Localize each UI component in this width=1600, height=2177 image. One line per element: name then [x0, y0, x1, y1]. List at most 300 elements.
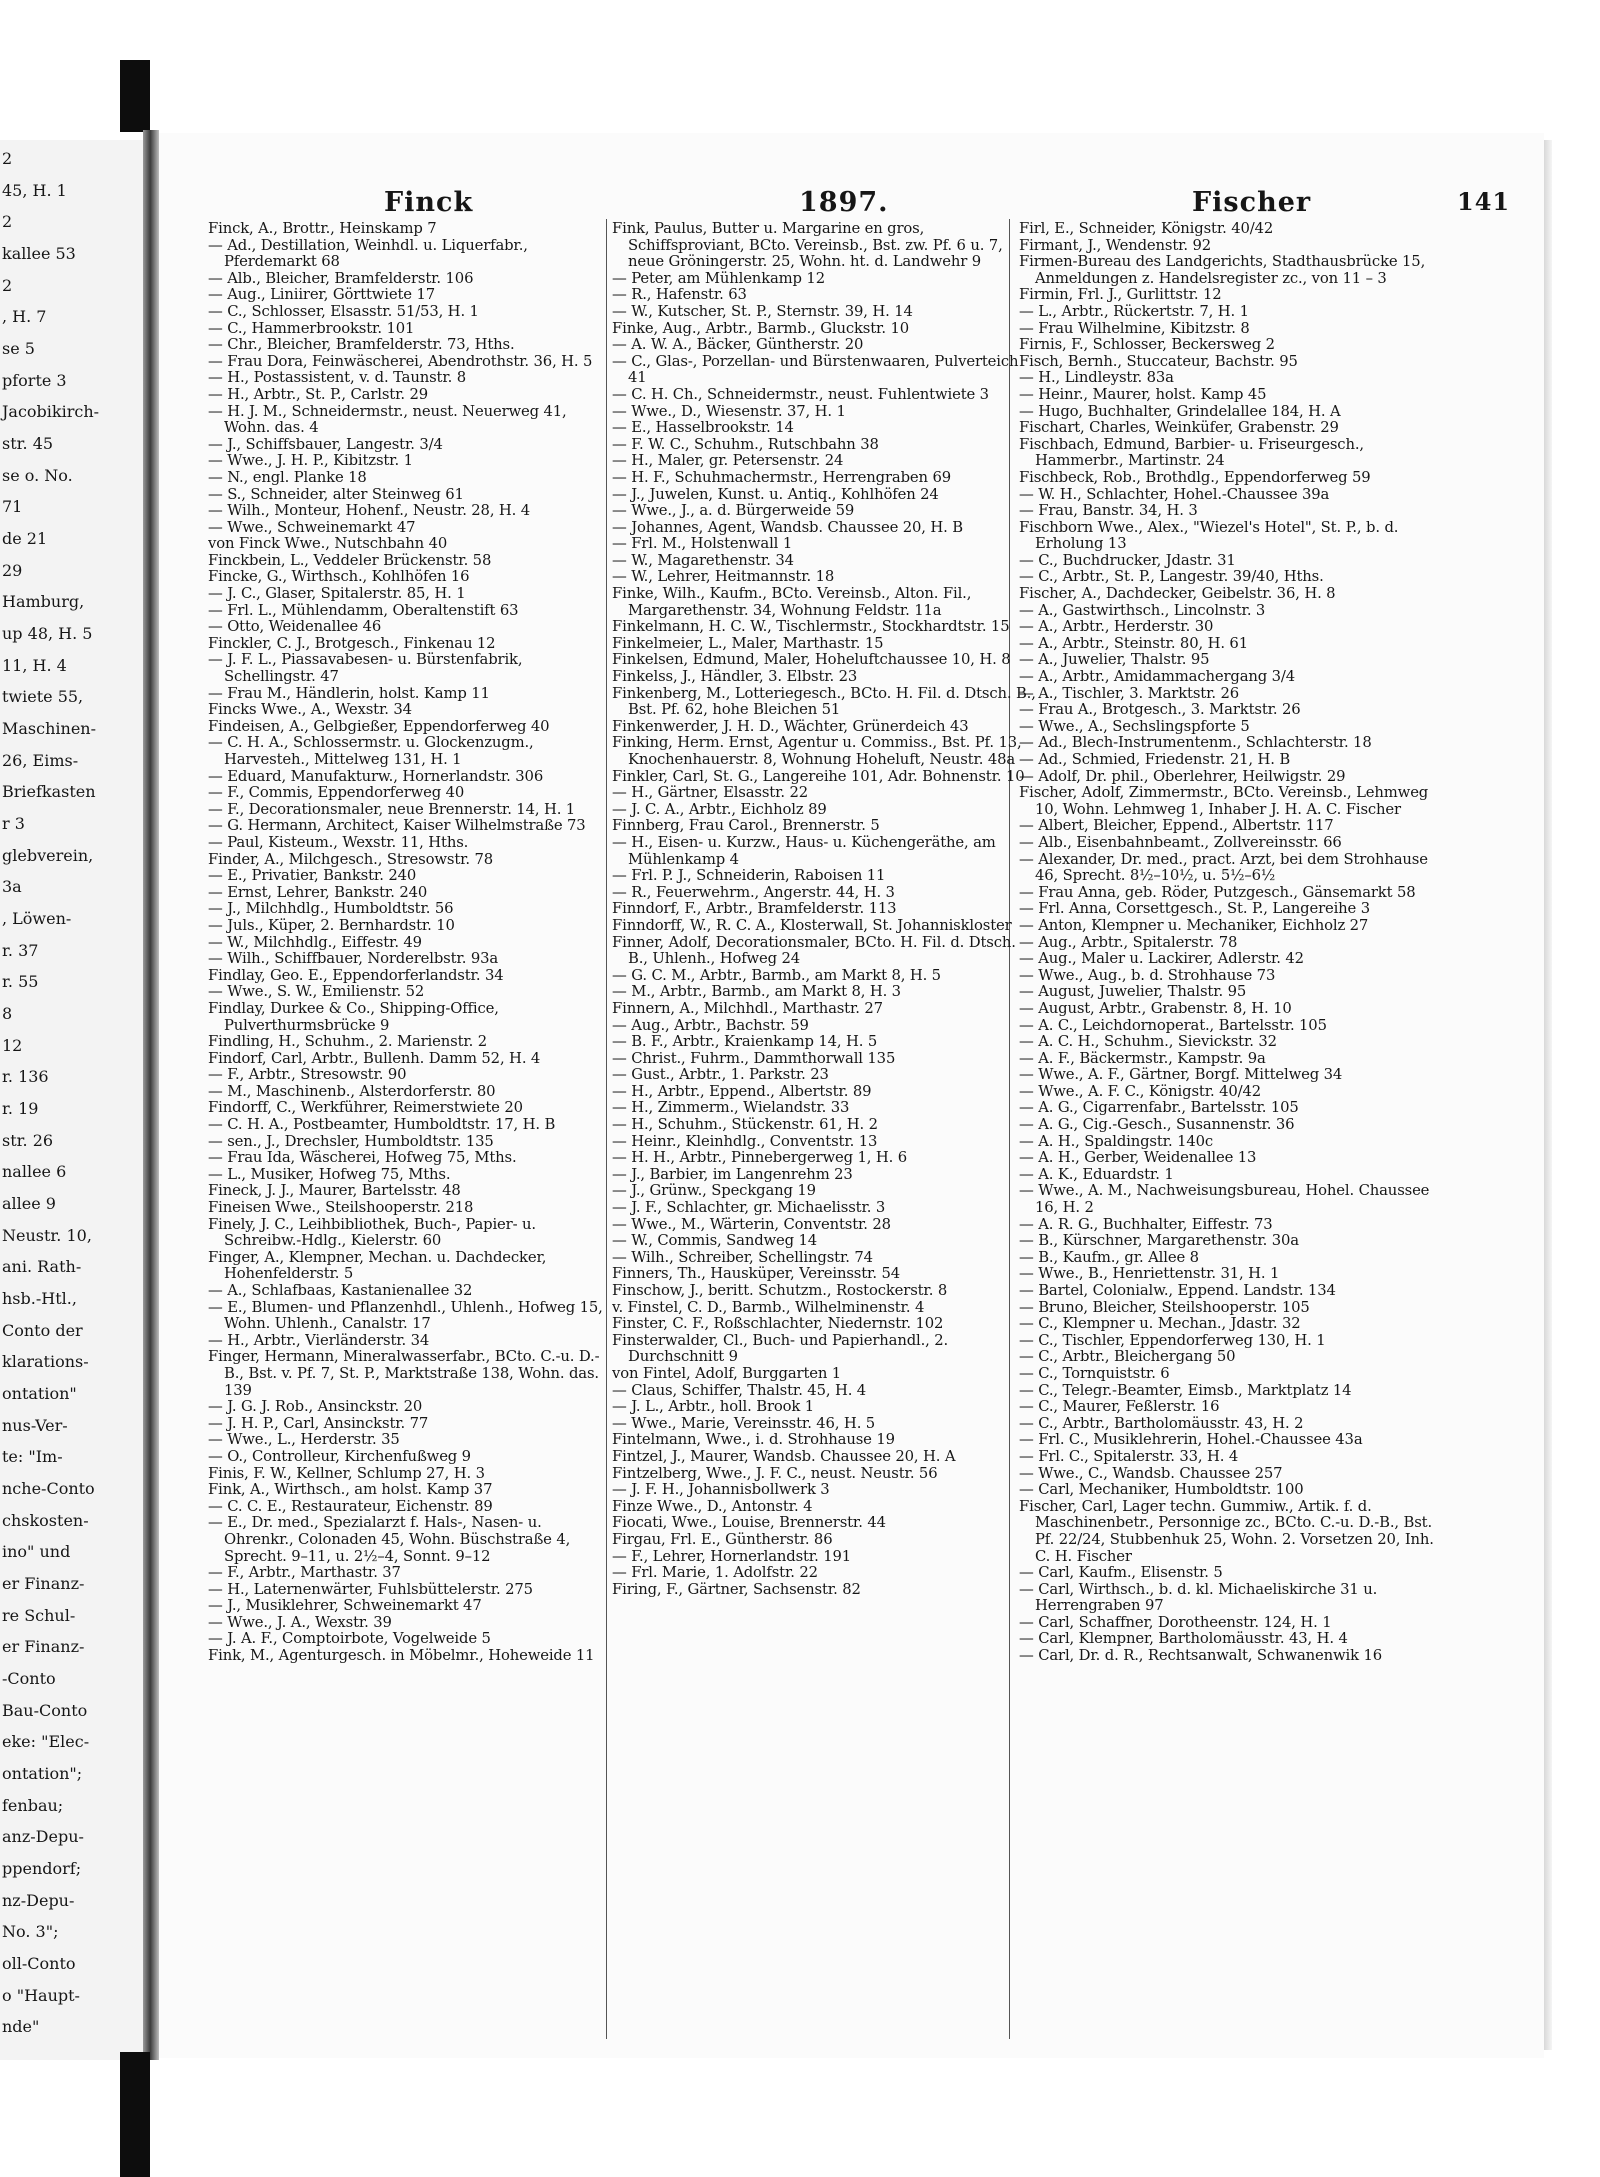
directory-entry: — C., Buchdrucker, Jdastr. 31 [1019, 551, 1236, 569]
directory-entry: — Wwe., S. W., Emilienstr. 52 [208, 983, 425, 1001]
directory-entry: — F., Lehrer, Hornerlandstr. 191 [612, 1547, 852, 1565]
directory-entry: Firmin, Frl. J., Gurlittstr. 12 [1019, 286, 1222, 304]
directory-entry: — Wwe., C., Wandsb. Chaussee 257 [1019, 1464, 1283, 1482]
directory-entry: — Wilh., Monteur, Hohenf., Neustr. 28, H. 4 [208, 502, 531, 520]
left-page-fragment: 29 [2, 561, 23, 580]
directory-entry: — A. C., Leichdornoperat., Bartelsstr. 105 [1019, 1016, 1327, 1034]
directory-entry: — Hugo, Buchhalter, Grindelallee 184, H. A [1019, 402, 1341, 420]
directory-entry: — Bartel, Colonialw., Eppend. Landstr. 134 [1019, 1282, 1336, 1299]
directory-entry: — Frau A., Brotgesch., 3. Marktstr. 26 [1019, 701, 1301, 719]
directory-entry: Firmant, J., Wendenstr. 92 [1019, 236, 1212, 254]
directory-entry: — Alb., Eisenbahnbeamt., Zollvereinsstr. 66 [1019, 833, 1342, 851]
directory-entry: — H., Postassistent, v. d. Taunstr. 8 [208, 369, 466, 387]
left-page-fragment: Maschinen- [2, 719, 96, 738]
directory-entry: — Frl. M., Holstenwall 1 [612, 535, 793, 553]
left-page-fragment: de 21 [2, 529, 48, 548]
directory-entry: Finndorff, W., R. C. A., Klosterwall, St. Johanniskloster [612, 916, 1012, 934]
directory-entry: — J. F., Schlachter, gr. Michaelisstr. 3 [612, 1199, 886, 1217]
directory-entry: — Wwe., J. H. P., Kibitzstr. 1 [208, 452, 413, 470]
directory-entry: — A. R. G., Buchhalter, Eiffestr. 73 [1019, 1215, 1273, 1233]
left-page-fragment: str. 45 [2, 434, 54, 453]
directory-entry: Fischer, A., Dachdecker, Geibelstr. 36, H. 8 [1019, 585, 1336, 603]
left-page-fragment: r. 136 [2, 1067, 49, 1086]
directory-entry: — Frau Dora, Feinwäscherei, Abendrothstr. 36, H. 5 [208, 352, 593, 370]
directory-entry: Finners, Th., Hausküper, Vereinsstr. 54 [612, 1265, 900, 1283]
directory-entry: Firnis, F., Schlosser, Beckersweg 2 [1019, 336, 1275, 354]
directory-entry: — Carl, Wirthsch., b. d. kl. Michaeliskirche 31 u. Herrengraben 97 [1019, 1580, 1378, 1615]
left-page-fragment: nallee 6 [2, 1162, 67, 1181]
directory-entry: — H. J. M., Schneidermstr., neust. Neuerweg 41, Wohn. das. 4 [208, 402, 567, 437]
directory-entry: — J., Barbier, im Langenrehm 23 [612, 1165, 853, 1183]
directory-entry: — Ernst, Lehrer, Bankstr. 240 [208, 883, 428, 901]
directory-entry: — A., Juwelier, Thalstr. 95 [1019, 651, 1210, 669]
directory-entry: Finkelsen, Edmund, Maler, Hoheluftchaussee 10, H. 8 [612, 651, 1011, 669]
directory-entry: Fischbeck, Rob., Brothdlg., Eppendorferweg 59 [1019, 468, 1371, 486]
directory-entry: — J. C., Glaser, Spitalerstr. 85, H. 1 [208, 585, 466, 603]
left-page-fragment: allee 9 [2, 1194, 56, 1213]
directory-entry: — Frl. P. J., Schneiderin, Raboisen 11 [612, 867, 886, 885]
directory-entry: — Wilh., Schiffbauer, Norderelbstr. 93a [208, 950, 499, 968]
directory-entry: Fintelmann, Wwe., i. d. Strohhause 19 [612, 1431, 895, 1449]
directory-entry: Findorff, C., Werkführer, Reimerstwiete 20 [208, 1099, 523, 1117]
left-page-fragment: kallee 53 [2, 244, 76, 263]
directory-entry: Finster, C. F., Roßschlachter, Niedernstr. 102 [612, 1315, 944, 1333]
directory-entry: — Aug., Maler u. Lackirer, Adlerstr. 42 [1019, 950, 1304, 968]
left-page-fragment: te: "Im- [2, 1447, 63, 1466]
directory-entry: — R., Feuerwehrm., Angerstr. 44, H. 3 [612, 883, 895, 901]
left-page-fragment: , H. 7 [2, 307, 47, 326]
directory-entry: Finkelmann, H. C. W., Tischlermstr., Stockhardtstr. 15 [612, 618, 1010, 636]
left-page-fragment: r. 55 [2, 972, 39, 991]
page-edge [1544, 140, 1552, 2050]
left-page-fragment: twiete 55, [2, 687, 84, 706]
directory-entry: Findeisen, A., Gelbgießer, Eppendorferweg 40 [208, 717, 550, 735]
left-page-fragment: r. 19 [2, 1099, 39, 1118]
directory-entry: — Alb., Bleicher, Bramfelderstr. 106 [208, 269, 474, 287]
directory-entry: — August, Arbtr., Grabenstr. 8, H. 10 [1019, 999, 1292, 1017]
left-page-fragment: ontation"; [2, 1764, 83, 1783]
directory-entry: — Claus, Schiffer, Thalstr. 45, H. 4 [612, 1381, 867, 1399]
directory-entry: — M., Maschinenb., Alsterdorferstr. 80 [208, 1082, 496, 1100]
directory-entry: — Christ., Fuhrm., Dammthorwall 135 [612, 1049, 896, 1067]
directory-entry: Fincke, G., Wirthsch., Kohlhöfen 16 [208, 568, 470, 586]
directory-entry: — Gust., Arbtr., 1. Parkstr. 23 [612, 1066, 829, 1084]
directory-entry: Firmen-Bureau des Landgerichts, Stadthausbrücke 15, Anmeldungen z. Handelsregister zc., von 11 – 3 [1019, 253, 1426, 287]
left-page-fragment: se o. No. [2, 466, 73, 485]
directory-entry: Fischborn Wwe., Alex., "Wiezel's Hotel", St. P., b. d. Erholung 13 [1019, 518, 1399, 553]
left-page-fragment: chskosten- [2, 1511, 89, 1530]
left-page-fragment: o "Haupt- [2, 1986, 80, 2005]
left-page-fragment: 2 [2, 276, 13, 295]
directory-entry: Finkelmeier, L., Maler, Marthastr. 15 [612, 634, 884, 652]
left-page-fragment: 71 [2, 497, 23, 516]
directory-entry: — W., Commis, Sandweg 14 [612, 1232, 818, 1250]
directory-entry: Finndorf, F., Arbtr., Bramfelderstr. 113 [612, 900, 897, 918]
directory-entry: — A., Tischler, 3. Marktstr. 26 [1019, 684, 1240, 702]
directory-entry: — J. G. J. Rob., Ansinckstr. 20 [208, 1398, 423, 1416]
left-page-fragment: r. 37 [2, 941, 39, 960]
directory-entry: — Wwe., M., Wärterin, Conventstr. 28 [612, 1215, 891, 1233]
column-divider [606, 219, 607, 2039]
directory-entry: — August, Juwelier, Thalstr. 95 [1019, 983, 1247, 1001]
directory-entry: — Frl. C., Musiklehrerin, Hohel.-Chaussee 43a [1019, 1431, 1363, 1449]
directory-entry: — Wwe., B., Henriettenstr. 31, H. 1 [1019, 1265, 1280, 1283]
directory-entry: — Carl, Kaufm., Elisenstr. 5 [1019, 1564, 1223, 1582]
directory-entry: — C., Klempner u. Mechan., Jdastr. 32 [1019, 1315, 1301, 1333]
left-page-fragment: 45, H. 1 [2, 181, 67, 200]
directory-entry: Firl, E., Schneider, Königstr. 40/42 [1019, 221, 1274, 237]
directory-entry: — Carl, Dr. d. R., Rechtsanwalt, Schwanenwik 16 [1019, 1647, 1382, 1665]
directory-entry: — Aug., Arbtr., Spitalerstr. 78 [1019, 933, 1238, 951]
directory-entry: — C., Arbtr., Bartholomäusstr. 43, H. 2 [1019, 1414, 1304, 1432]
left-page-fragment: up 48, H. 5 [2, 624, 93, 643]
directory-entry: — Bruno, Bleicher, Steilshooperstr. 105 [1019, 1298, 1310, 1316]
directory-entry: — H., Schuhm., Stückenstr. 61, H. 2 [612, 1116, 878, 1134]
directory-entry: — J., Musiklehrer, Schweinemarkt 47 [208, 1597, 482, 1615]
directory-entry: — Alexander, Dr. med., pract. Arzt, bei dem Strohhause 46, Sprecht. 8½–10½, u. 5½–6½ [1019, 850, 1428, 885]
directory-entry: Fisch, Bernh., Stuccateur, Bachstr. 95 [1019, 352, 1298, 370]
left-page-fragment: Bau-Conto [2, 1701, 88, 1720]
directory-entry: — Aug., Liniirer, Görttwiete 17 [208, 286, 435, 304]
directory-entry: — L., Musiker, Hofweg 75, Mths. [208, 1165, 451, 1183]
scanner-bar-bottom [120, 2052, 150, 2177]
directory-entry: — A., Arbtr., Steinstr. 80, H. 61 [1019, 634, 1248, 652]
directory-entry: Fischer, Adolf, Zimmermstr., BCto. Vereinsb., Lehmweg 10, Wohn. Lehmweg 1, Inhaber J. H. A. C. Fischer [1019, 784, 1429, 818]
directory-entry: v. Finstel, C. D., Barmb., Wilhelminenstr. 4 [612, 1298, 925, 1316]
directory-entry: Fink, M., Agenturgesch. in Möbelmr., Hoheweide 11 [208, 1647, 595, 1665]
directory-entry: — A. F., Bäckermstr., Kampstr. 9a [1019, 1049, 1266, 1067]
directory-entry: Fink, Paulus, Butter u. Margarine en gros, Schiffsproviant, BCto. Vereinsb., Bst. zw. Pf. 6 u. 7, neue Gröningerstr. 25, Wohn. ht. d. Landwehr 9 [612, 221, 1003, 271]
directory-entry: — Wwe., Schweinemarkt 47 [208, 518, 416, 536]
directory-entry: — Carl, Klempner, Bartholomäusstr. 43, H. 4 [1019, 1630, 1348, 1648]
left-page-fragment: hsb.-Htl., [2, 1289, 77, 1308]
directory-entry: — B. F., Arbtr., Kraienkamp 14, H. 5 [612, 1033, 878, 1051]
directory-entry: — C., Arbtr., Bleichergang 50 [1019, 1348, 1236, 1366]
directory-entry: — H., Arbtr., Vierländerstr. 34 [208, 1331, 430, 1349]
directory-entry: Finger, A., Klempner, Mechan. u. Dachdecker, Hohenfelderstr. 5 [208, 1248, 547, 1283]
directory-entry: — C., Arbtr., St. P., Langestr. 39/40, Hths. [1019, 568, 1324, 586]
left-page-fragment: anz-Depu- [2, 1827, 84, 1846]
directory-entry: — A., Schlafbaas, Kastanienallee 32 [208, 1282, 473, 1299]
directory-entry: — A. G., Cigarrenfabr., Bartelsstr. 105 [1019, 1099, 1299, 1117]
running-head-right: Fischer [1192, 187, 1312, 218]
left-page-fragment: 26, Eims- [2, 751, 79, 770]
directory-entry: — Aug., Arbtr., Bachstr. 59 [612, 1016, 809, 1034]
directory-entry: Finking, Herm. Ernst, Agentur u. Commiss., Bst. Pf. 13, Knochenhauerstr. 8, Wohnung Hoheluft, Neustr. 48a [612, 734, 1022, 768]
directory-entry: — W. H., Schlachter, Hohel.-Chaussee 39a [1019, 485, 1330, 503]
directory-entry: — Wwe., A., Sechslingspforte 5 [1019, 717, 1250, 735]
directory-entry: — M., Arbtr., Barmb., am Markt 8, H. 3 [612, 983, 901, 1001]
directory-entry: — C., Maurer, Feßlerstr. 16 [1019, 1398, 1220, 1416]
directory-entry: — G. C. M., Arbtr., Barmb., am Markt 8, H. 5 [612, 966, 941, 984]
directory-column-1 [208, 221, 606, 2051]
directory-entry: — H. H., Arbtr., Pinnebergerweg 1, H. 6 [612, 1149, 907, 1167]
left-page-fragment: ani. Rath- [2, 1257, 82, 1276]
directory-entry: — H., Laternenwärter, Fuhlsbüttelerstr. 275 [208, 1580, 533, 1598]
directory-entry: Fischart, Charles, Weinküfer, Grabenstr. 29 [1019, 419, 1339, 437]
directory-entry: Fiocati, Wwe., Louise, Brennerstr. 44 [612, 1514, 886, 1532]
directory-entry: — Frau, Banstr. 34, H. 3 [1019, 502, 1198, 520]
directory-entry: — Ad., Destillation, Weinhdl. u. Liquerfabr., Pferdemarkt 68 [208, 236, 528, 271]
directory-entry: — H. F., Schuhmachermstr., Herrengraben 69 [612, 468, 951, 486]
directory-entry: — H., Arbtr., Eppend., Albertstr. 89 [612, 1082, 872, 1100]
directory-entry: — L., Arbtr., Rückertstr. 7, H. 1 [1019, 302, 1249, 320]
directory-entry: Finck, A., Brottr., Heinskamp 7 [208, 221, 437, 237]
page-number: 141 [1457, 187, 1511, 216]
directory-entry: — Chr., Bleicher, Bramfelderstr. 73, Hths. [208, 336, 515, 354]
directory-entry: Finder, A., Milchgesch., Stresowstr. 78 [208, 850, 494, 868]
directory-entry: Finckler, C. J., Brotgesch., Finkenau 12 [208, 634, 496, 652]
left-page-fragment: 11, H. 4 [2, 656, 67, 675]
directory-entry: — Frau Wilhelmine, Kibitzstr. 8 [1019, 319, 1250, 337]
left-page-fragment: re Schul- [2, 1606, 76, 1625]
directory-entry: — E., Dr. med., Spezialarzt f. Hals-, Nasen- u. Ohrenkr., Colonaden 45, Wohn. Büschstraße 4, Sprecht. 9–11, u. 2½–4, Sonnt. 9–12 [208, 1514, 571, 1565]
directory-entry: — H., Zimmerm., Wielandstr. 33 [612, 1099, 850, 1117]
directory-entry: — J. F. H., Johannisbollwerk 3 [612, 1481, 830, 1499]
left-page-fragment: str. 26 [2, 1131, 54, 1150]
directory-entry: Finner, Adolf, Decorationsmaler, BCto. H. Fil. d. Dtsch. B., Uhlenh., Hofweg 24 [612, 933, 1016, 968]
directory-entry: — A. H., Gerber, Weidenallee 13 [1019, 1149, 1257, 1167]
left-page-fragment: ino" und [2, 1542, 71, 1561]
directory-entry: — Adolf, Dr. phil., Oberlehrer, Heilwigstr. 29 [1019, 767, 1346, 785]
left-page-fragment: er Finanz- [2, 1574, 85, 1593]
directory-column-2 [612, 221, 1040, 2051]
directory-entry: Finze Wwe., D., Antonstr. 4 [612, 1497, 813, 1515]
directory-entry: — J., Juwelen, Kunst. u. Antiq., Kohlhöfen 24 [612, 485, 939, 503]
left-page-fragment: er Finanz- [2, 1637, 85, 1656]
directory-entry: — Otto, Weidenallee 46 [208, 618, 382, 636]
directory-entry: — Frau M., Händlerin, holst. Kamp 11 [208, 684, 490, 702]
directory-entry: — A., Arbtr., Amidammachergang 3/4 [1019, 668, 1296, 686]
directory-entry: — B., Kaufm., gr. Allee 8 [1019, 1248, 1199, 1266]
directory-entry: — J., Grünw., Speckgang 19 [612, 1182, 816, 1200]
left-page-fragment: se 5 [2, 339, 35, 358]
directory-entry: — Peter, am Mühlenkamp 12 [612, 269, 825, 287]
directory-entry: — J. A. F., Comptoirbote, Vogelweide 5 [208, 1630, 491, 1648]
left-page-sliver [0, 140, 143, 2060]
directory-entry: — W., Lehrer, Heitmannstr. 18 [612, 568, 835, 586]
directory-entry: Finke, Aug., Arbtr., Barmb., Gluckstr. 10 [612, 319, 909, 337]
directory-entry: — J., Milchhdlg., Humboldtstr. 56 [208, 900, 454, 918]
left-page-fragment: Hamburg, [2, 592, 85, 611]
directory-entry: Finis, F. W., Kellner, Schlump 27, H. 3 [208, 1464, 485, 1482]
left-page-fragment: Neustr. 10, [2, 1226, 92, 1245]
directory-entry: Finkenwerder, J. H. D., Wächter, Grünerdeich 43 [612, 717, 969, 735]
left-page-fragment: Conto der [2, 1321, 83, 1340]
directory-entry: — C., Telegr.-Beamter, Eimsb., Marktplatz 14 [1019, 1381, 1352, 1399]
left-page-fragment: r 3 [2, 814, 25, 833]
directory-entry: — B., Kürschner, Margarethenstr. 30a [1019, 1232, 1299, 1250]
directory-entry: Fischer, Carl, Lager techn. Gummiw., Artik. f. d. Maschinenbetr., Personnige zc., BCto. C.-u. D.-B., Bst. Pf. 22/24, Stubbenhuk 25, Wohn. 2. Vorsetzen 20, Inh. C. H. Fischer [1019, 1497, 1434, 1565]
directory-entry: Fintzel, J., Maurer, Wandsb. Chaussee 20, H. A [612, 1447, 956, 1465]
directory-entry: — Wwe., A. M., Nachweisungsbureau, Hohel. Chaussee 16, H. 2 [1019, 1182, 1430, 1217]
directory-entry: — C., Tischler, Eppendorferweg 130, H. 1 [1019, 1331, 1326, 1349]
directory-entry: Findlay, Durkee & Co., Shipping-Office, Pulverthurmsbrücke 9 [208, 999, 499, 1034]
directory-entry: Finke, Wilh., Kaufm., BCto. Vereinsb., Alton. Fil., Margarethenstr. 34, Wohnung Feldstr. 11a [612, 585, 972, 619]
left-page-fragment: 2 [2, 149, 13, 168]
directory-entry: Fink, A., Wirthsch., am holst. Kamp 37 [208, 1481, 493, 1499]
directory-entry: — Frl. Anna, Corsettgesch., St. P., Langereihe 3 [1019, 900, 1370, 918]
directory-entry: — A. C. H., Schuhm., Sievickstr. 32 [1019, 1033, 1277, 1051]
directory-entry: — A., Arbtr., Herderstr. 30 [1019, 618, 1214, 636]
directory-entry: Finely, J. C., Leihbibliothek, Buch-, Papier- u. Schreibw.-Hdlg., Kielerstr. 60 [208, 1215, 536, 1250]
directory-entry: Fintzelberg, Wwe., J. F. C., neust. Neustr. 56 [612, 1464, 938, 1482]
left-page-fragment: nz-Depu- [2, 1891, 75, 1910]
directory-entry: Finschow, J., beritt. Schutzm., Rostockerstr. 8 [612, 1282, 948, 1299]
directory-entry: — H., Maler, gr. Petersenstr. 24 [612, 452, 844, 470]
directory-entry: von Finck Wwe., Nutschbahn 40 [208, 535, 448, 553]
directory-entry: — S., Schneider, alter Steinweg 61 [208, 485, 464, 503]
directory-entry: — Paul, Kisteum., Wexstr. 11, Hths. [208, 833, 469, 851]
left-page-fragment: Briefkasten [2, 782, 96, 801]
left-page-fragment: pforte 3 [2, 371, 67, 390]
left-page-fragment: nus-Ver- [2, 1416, 68, 1435]
directory-entry: — Albert, Bleicher, Eppend., Albertstr. 117 [1019, 817, 1334, 835]
directory-entry: — C., Hammerbrookstr. 101 [208, 319, 415, 337]
directory-entry: — H., Arbtr., St. P., Carlstr. 29 [208, 385, 429, 403]
directory-entry: — W., Milchhdlg., Eiffestr. 49 [208, 933, 422, 951]
left-page-fragment: eke: "Elec- [2, 1732, 90, 1751]
directory-entry: — Ad., Blech-Instrumentenm., Schlachterstr. 18 [1019, 734, 1372, 752]
left-page-fragment: oll-Conto [2, 1954, 76, 1973]
directory-entry: — C., Schlosser, Elsasstr. 51/53, H. 1 [208, 302, 479, 320]
directory-entry: — Anton, Klempner u. Mechaniker, Eichholz 27 [1019, 916, 1369, 934]
directory-entry: — C. H. Ch., Schneidermstr., neust. Fuhlentwiete 3 [612, 385, 989, 403]
directory-entry: — W., Kutscher, St. P., Sternstr. 39, H. 14 [612, 302, 913, 320]
directory-entry: — C., Glas-, Porzellan- und Bürstenwaaren, Pulverteich 41 [612, 352, 1019, 387]
directory-entry: — J. F. L., Piassavabesen- u. Bürstenfabrik, Schellingstr. 47 [208, 651, 523, 686]
directory-entry: — J. C. A., Arbtr., Eichholz 89 [612, 800, 827, 818]
directory-entry: — Frl. Marie, 1. Adolfstr. 22 [612, 1564, 818, 1582]
directory-entry: — Johannes, Agent, Wandsb. Chaussee 20, H. B [612, 518, 963, 536]
directory-entry: — Wwe., J. A., Wexstr. 39 [208, 1613, 392, 1631]
left-page-fragment: nde" [2, 2017, 40, 2036]
directory-column-3 [1019, 221, 1439, 2051]
left-page-fragment: 3a [2, 877, 22, 896]
directory-entry: Findlay, Geo. E., Eppendorferlandstr. 34 [208, 966, 504, 984]
directory-entry: — F., Arbtr., Stresowstr. 90 [208, 1066, 407, 1084]
directory-entry: — Wwe., Aug., b. d. Strohhause 73 [1019, 966, 1276, 984]
left-page-fragment: , Löwen- [2, 909, 72, 928]
directory-entry: — N., engl. Planke 18 [208, 468, 367, 486]
directory-entry: — G. Hermann, Architect, Kaiser Wilhelmstraße 73 [208, 817, 586, 835]
directory-entry: — F., Decorationsmaler, neue Brennerstr. 14, H. 1 [208, 800, 576, 818]
directory-entry: — Eduard, Manufakturw., Hornerlandstr. 306 [208, 767, 544, 785]
directory-entry: Findling, H., Schuhm., 2. Marienstr. 2 [208, 1033, 488, 1051]
directory-entry: Finsterwalder, Cl., Buch- und Papierhandl., 2. Durchschnitt 9 [612, 1331, 949, 1366]
directory-entry: — Wwe., D., Wiesenstr. 37, H. 1 [612, 402, 846, 420]
directory-entry: — Ad., Schmied, Friedenstr. 21, H. B [1019, 751, 1291, 768]
left-page-fragment: fenbau; [2, 1796, 64, 1815]
scanner-bar-top [120, 60, 150, 132]
left-page-fragment: ppendorf; [2, 1859, 82, 1878]
directory-entry: Finkenberg, M., Lotteriegesch., BCto. H. Fil. d. Dtsch. B., Bst. Pf. 62, hohe Bleichen 51 [612, 684, 1036, 719]
directory-entry: — J. H. P., Carl, Ansinckstr. 77 [208, 1414, 429, 1432]
directory-entry: — F., Commis, Eppendorferweg 40 [208, 784, 465, 802]
directory-entry: — Heinr., Kleinhdlg., Conventstr. 13 [612, 1132, 878, 1150]
directory-entry: — O., Controlleur, Kirchenfußweg 9 [208, 1447, 471, 1465]
directory-entry: — Frau Ida, Wäscherei, Hofweg 75, Mths. [208, 1149, 517, 1167]
directory-entry: — Wwe., A. F. C., Königstr. 40/42 [1019, 1082, 1261, 1100]
directory-entry: — H., Lindleystr. 83a [1019, 369, 1174, 387]
directory-entry: — C. H. A., Schlossermstr. u. Glockenzugm., Harvesteh., Mittelweg 131, H. 1 [208, 734, 534, 768]
directory-entry: — C. C. E., Restaurateur, Eichenstr. 89 [208, 1497, 493, 1515]
directory-entry: — A. H., Spaldingstr. 140c [1019, 1132, 1214, 1150]
directory-entry: — Carl, Mechaniker, Humboldtstr. 100 [1019, 1481, 1304, 1499]
directory-entry: — Frau Anna, geb. Röder, Putzgesch., Gänsemarkt 58 [1019, 883, 1416, 901]
directory-entry: Finnberg, Frau Carol., Brennerstr. 5 [612, 817, 880, 835]
left-page-fragment: Jacobikirch- [2, 402, 100, 421]
book-gutter [143, 130, 159, 2060]
directory-entry: Finger, Hermann, Mineralwasserfabr., BCto. C.-u. D.-B., Bst. v. Pf. 7, St. P., Marktstraße 138, Wohn. das. 139 [208, 1348, 600, 1399]
directory-entry: — Juls., Küper, 2. Bernhardstr. 10 [208, 916, 455, 934]
directory-entry: — A. G., Cig.-Gesch., Susannenstr. 36 [1019, 1116, 1295, 1134]
directory-entry: — E., Privatier, Bankstr. 240 [208, 867, 417, 885]
directory-entry: — C. H. A., Postbeamter, Humboldtstr. 17, H. B [208, 1116, 556, 1134]
left-page-fragment: 2 [2, 212, 13, 231]
directory-entry: — F., Arbtr., Marthastr. 37 [208, 1564, 401, 1582]
directory-entry: — A. K., Eduardstr. 1 [1019, 1165, 1174, 1183]
directory-entry: — Wwe., L., Herderstr. 35 [208, 1431, 400, 1449]
directory-entry: — J., Schiffsbauer, Langestr. 3/4 [208, 435, 443, 453]
left-page-fragment: -Conto [2, 1669, 56, 1688]
directory-entry: — Heinr., Maurer, holst. Kamp 45 [1019, 385, 1267, 403]
directory-entry: Fineck, J. J., Maurer, Bartelsstr. 48 [208, 1182, 461, 1200]
directory-entry: — H., Eisen- u. Kurzw., Haus- u. Küchengeräthe, am Mühlenkamp 4 [612, 833, 996, 868]
left-page-fragment: 8 [2, 1004, 13, 1023]
left-page-fragment: ontation" [2, 1384, 77, 1403]
directory-entry: von Fintel, Adolf, Burggarten 1 [612, 1364, 842, 1382]
directory-entry: — H., Gärtner, Elsasstr. 22 [612, 784, 809, 802]
directory-entry: — Carl, Schaffner, Dorotheenstr. 124, H. 1 [1019, 1613, 1332, 1631]
directory-entry: Firgau, Frl. E., Güntherstr. 86 [612, 1530, 833, 1548]
directory-entry: — Wwe., A. F., Gärtner, Borgf. Mittelweg 34 [1019, 1066, 1343, 1084]
directory-entry: — F. W. C., Schuhm., Rutschbahn 38 [612, 435, 879, 453]
directory-entry: — Frl. L., Mühlendamm, Oberaltenstift 63 [208, 601, 519, 619]
directory-entry: — C., Tornquiststr. 6 [1019, 1364, 1170, 1382]
directory-entry: — A., Gastwirthsch., Lincolnstr. 3 [1019, 601, 1266, 619]
directory-entry: — Wwe., Marie, Vereinsstr. 46, H. 5 [612, 1414, 876, 1432]
left-page-fragment: 12 [2, 1036, 23, 1055]
directory-entry: Finckbein, L., Veddeler Brückenstr. 58 [208, 551, 492, 569]
directory-entry: — E., Blumen- und Pflanzenhdl., Uhlenh., Hofweg 15, Wohn. Uhlenh., Canalstr. 17 [208, 1298, 603, 1333]
left-page-fragment: nche-Conto [2, 1479, 95, 1498]
directory-entry: Finkler, Carl, St. G., Langereihe 101, Adr. Bohnenstr. 10 [612, 767, 1025, 785]
running-head-year: 1897. [799, 187, 889, 218]
directory-entry: Fineisen Wwe., Steilshooperstr. 218 [208, 1199, 474, 1217]
directory-entry: Firing, F., Gärtner, Sachsenstr. 82 [612, 1580, 861, 1598]
directory-entry: Fincks Wwe., A., Wexstr. 34 [208, 701, 412, 719]
left-page-fragment: glebverein, [2, 846, 94, 865]
left-page-fragment: klarations- [2, 1352, 89, 1371]
running-head-left: Finck [384, 187, 474, 218]
directory-entry: — J. L., Arbtr., holl. Brook 1 [612, 1398, 815, 1416]
directory-entry: Finkelss, J., Händler, 3. Elbstr. 23 [612, 668, 858, 686]
directory-entry: — Frl. C., Spitalerstr. 33, H. 4 [1019, 1447, 1239, 1465]
directory-entry: — E., Hasselbrookstr. 14 [612, 419, 794, 437]
directory-entry: — Wilh., Schreiber, Schellingstr. 74 [612, 1248, 873, 1266]
directory-entry: — A. W. A., Bäcker, Güntherstr. 20 [612, 336, 864, 354]
directory-entry: — Wwe., J., a. d. Bürgerweide 59 [612, 502, 855, 520]
directory-entry: — W., Magarethenstr. 34 [612, 551, 794, 569]
directory-entry: Finnern, A., Milchhdl., Marthastr. 27 [612, 999, 883, 1017]
left-page-fragment: No. 3"; [2, 1922, 59, 1941]
directory-page [159, 133, 1544, 2058]
directory-entry: — sen., J., Drechsler, Humboldtstr. 135 [208, 1132, 494, 1150]
directory-entry: Fischbach, Edmund, Barbier- u. Friseurgesch., Hammerbr., Martinstr. 24 [1019, 435, 1364, 470]
directory-entry: Findorf, Carl, Arbtr., Bullenh. Damm 52, H. 4 [208, 1049, 541, 1067]
directory-entry: — R., Hafenstr. 63 [612, 286, 747, 304]
